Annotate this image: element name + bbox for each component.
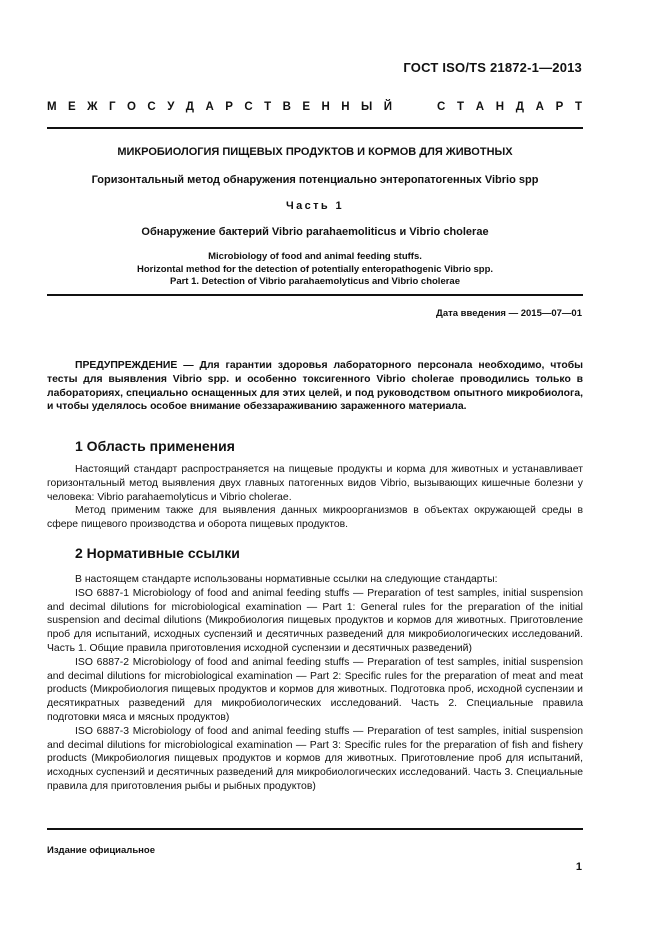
english-title-line: Horizontal method for the detection of potentially enteropathogenic Vibrio spp. <box>136 263 494 275</box>
spaced-letter: Д <box>515 101 524 113</box>
spaced-letter: Р <box>555 101 564 113</box>
spaced-letter: Ж <box>87 101 98 113</box>
body-paragraph: Метод применим также для выявления данных микроорганизмов в объектах окружающей среды в сфере пищевого производства и оборота пищевых продуктов. <box>47 505 583 531</box>
spaced-letter: С <box>147 101 156 113</box>
spaced-letter: Н <box>495 101 505 113</box>
footer-rule <box>47 828 583 830</box>
spaced-letter: А <box>475 101 485 113</box>
interstate-word <box>47 101 392 113</box>
spaced-letter: С <box>437 101 446 113</box>
spaced-letter: У <box>167 101 175 113</box>
section-2-heading: 2 Нормативные ссылки <box>75 545 240 561</box>
section-1-body <box>47 463 583 532</box>
reference-item: ISO 6887-1 Microbiology of food and animal feeding stuffs — Preparation of test samples, initial suspension and decimal dilutions for microbiological examination — Part 1: General rules for the preparation of the initial suspension and decimal dilutions (Микробиология пищевых продуктов и кормов для животных. Приготовление проб для испытаний, исходных суспензий и десятичных разведений для микробиологических исследований. Часть 1. Общие правила приготовления исходной суспензии и десятичных разведений) <box>47 587 583 654</box>
title-main: МИКРОБИОЛОГИЯ ПИЩЕВЫХ ПРОДУКТОВ И КОРМОВ ДЛЯ ЖИВОТНЫХ <box>117 146 513 158</box>
spaced-letter: О <box>127 101 136 113</box>
english-title <box>47 251 583 289</box>
introduction-date: Дата введения — 2015—07—01 <box>436 308 582 319</box>
spaced-letter: Т <box>457 101 465 113</box>
spaced-letter: Р <box>225 101 233 113</box>
standard-word <box>437 101 582 113</box>
spaced-letter: Д <box>185 101 194 113</box>
reference-item: ISO 6887-3 Microbiology of food and animal feeding stuffs — Preparation of test samples, initial suspension and decimal dilutions for microbiological examination — Part 3: Specific rules for the preparation of fish and fishery products (Микробиология пищевых продуктов и кормов для животных. Приготовление проб для испытаний, исходных суспензий и десятичных разведений для микробиологических исследований. Часть 3. Специальные правила для приготовления рыбы и рыбных продуктов) <box>47 725 583 792</box>
spaced-letter: А <box>535 101 544 113</box>
document-designation: ГОСТ ISO/TS 21872-1—2013 <box>403 60 582 75</box>
spaced-letter: Ы <box>361 101 373 113</box>
interstate-standard-label <box>47 101 582 113</box>
spaced-letter: В <box>282 101 291 113</box>
spaced-letter: Т <box>264 101 272 113</box>
title-subtitle: Горизонтальный метод обнаружения потенциально энтеропатогенных Vibrio spp <box>91 174 539 186</box>
body-paragraph: Настоящий стандарт распространяется на пищевые продукты и корма для животных и устанавливает горизонтальный метод выявления двух главных патогенных видов Vibrio, вызывающих кишечные болезни у человека: Vibrio parahaemolyticus и Vibrio cholerae. <box>47 464 583 503</box>
english-title-line: Microbiology of food and animal feeding stuffs. <box>208 251 422 262</box>
page-number: 1 <box>575 861 582 873</box>
warning-paragraph <box>47 359 583 414</box>
spaced-letter: Н <box>321 101 330 113</box>
body-paragraph: В настоящем стандарте использованы нормативные ссылки на следующие стандарты: <box>75 574 498 585</box>
section-2-body <box>47 573 583 794</box>
title-rule <box>47 294 583 296</box>
spaced-letter: Й <box>383 101 392 113</box>
header-rule <box>47 127 583 129</box>
spaced-letter: С <box>244 101 253 113</box>
spaced-letter: А <box>205 101 214 113</box>
part-label: Часть 1 <box>285 200 345 212</box>
section-1-heading: 1 Область применения <box>75 438 235 454</box>
reference-item: ISO 6887-2 Microbiology of food and animal feeding stuffs — Preparation of test samples, initial suspension and decimal dilutions for microbiological examination — Part 2: Specific rules for the preparation of meat and meat products (Микробиология пищевых продуктов и кормов для животных. Подготовка проб, исходной суспензии и десятикратных разведений для микробиологических исследований. Часть 2. Специальные правила подготовки мяса и мясных продуктов) <box>47 656 583 723</box>
spaced-letter: Е <box>68 101 76 113</box>
part-title: Обнаружение бактерий Vibrio parahaemoliticus и Vibrio cholerae <box>141 226 489 238</box>
spaced-letter: Н <box>341 101 350 113</box>
warning-text: ПРЕДУПРЕЖДЕНИЕ — Для гарантии здоровья лабораторного персонала необходимо, чтобы тесты для выявления Vibrio spp. и особенно токсигенного Vibrio cholerae проводились только в лабораториях, специально оснащенных для этих целей, и под руководством опытного микробиолога, и чтобы уделялось особое внимание обеззараживанию зараженного материала. <box>47 360 583 413</box>
english-title-line: Part 1. Detection of Vibrio parahaemolyticus and Vibrio cholerae <box>169 276 460 287</box>
spaced-letter: Т <box>574 101 582 113</box>
spaced-letter: Е <box>302 101 311 113</box>
spaced-letter: М <box>47 101 57 113</box>
edition-label: Издание официальное <box>47 845 155 856</box>
spaced-letter: Г <box>109 101 116 113</box>
